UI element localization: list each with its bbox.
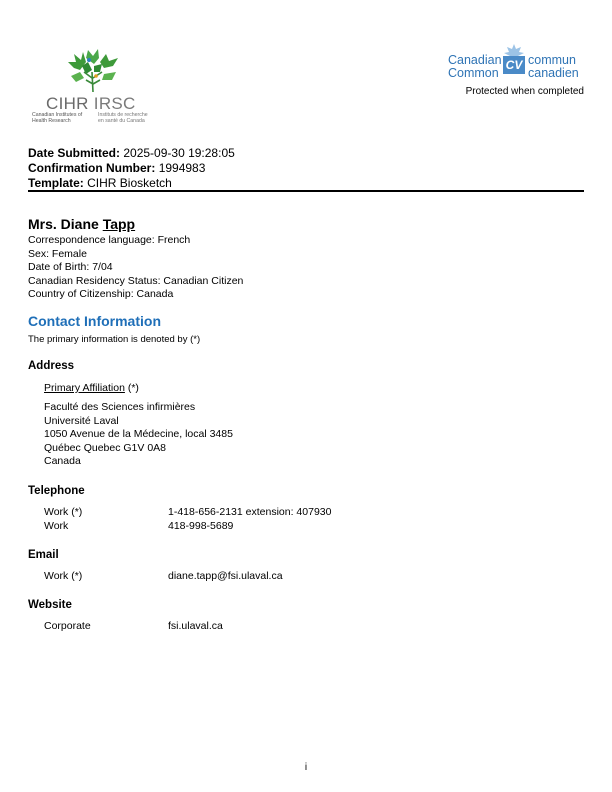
confirmation-row	[28, 161, 235, 176]
address-heading: Address	[28, 360, 75, 372]
address-line: Faculté des Sciences infirmières	[44, 401, 196, 413]
confirmation-label: Confirmation Number:	[28, 161, 156, 175]
cihr-name-fr: Instituts de recherche en santé du Canada	[98, 112, 148, 124]
residency-status: Canadian Residency Status: Canadian Citizen	[28, 274, 244, 287]
website-heading: Website	[28, 599, 72, 611]
address-line: Canada	[44, 455, 81, 467]
sex: Sex: Female	[28, 247, 87, 260]
date-value: 2025-09-30 19:28:05	[123, 146, 235, 160]
confirmation-value: 1994983	[158, 161, 206, 175]
person-title-first: Mrs. Diane	[28, 216, 99, 232]
email-value: diane.tapp@fsi.ulaval.ca	[168, 570, 283, 582]
telephone-value: 418-998-5689	[168, 520, 234, 532]
template-value: CIHR Biosketch	[87, 176, 172, 190]
ccv-canadien: canadien	[528, 66, 579, 80]
template-row	[28, 176, 235, 191]
page-number: i	[304, 762, 308, 773]
primary-marker: (*)	[127, 382, 139, 394]
address-line: Université Laval	[44, 414, 119, 427]
cihr-acronym: CIHR	[46, 94, 89, 113]
citizenship: Country of Citizenship: Canada	[28, 288, 174, 300]
address-line: 1050 Avenue de la Médecine, local 3485	[44, 428, 233, 440]
date-label: Date Submitted:	[28, 146, 121, 160]
date-submitted-row	[28, 146, 235, 161]
ccv-logo	[448, 44, 588, 84]
irsc-acronym: IRSC	[93, 94, 136, 113]
email-type: Work (*)	[44, 570, 83, 582]
contact-info-title: Contact Information	[28, 313, 161, 329]
person-surname: Tapp	[102, 216, 136, 232]
header-divider	[28, 190, 584, 192]
telephone-heading: Telephone	[28, 485, 85, 497]
primary-affiliation-label: Primary Affiliation	[44, 382, 125, 394]
ccv-commun: commun	[528, 53, 576, 67]
telephone-value: 1-418-656-2131 extension: 407930	[168, 506, 332, 518]
cihr-logo	[28, 48, 163, 130]
email-heading: Email	[28, 549, 59, 561]
person-details	[28, 234, 243, 302]
telephone-type: Work (*)	[44, 506, 83, 518]
maple-tree-icon	[66, 48, 122, 94]
primary-affiliation	[44, 382, 139, 396]
telephone-type: Work	[44, 520, 69, 532]
ccv-common: Common	[448, 66, 499, 80]
submission-meta	[28, 146, 235, 191]
website-type: Corporate	[44, 620, 91, 632]
protected-notice: Protected when completed	[465, 86, 584, 97]
primary-note: The primary information is denoted by (*)	[28, 334, 201, 345]
template-label: Template:	[28, 176, 84, 190]
cihr-name-en: Canadian Institutes of Health Research	[32, 112, 83, 124]
cihr-wordmark	[46, 94, 136, 114]
address-block	[44, 401, 233, 469]
website-value: fsi.ulaval.ca	[168, 620, 223, 632]
ccv-badge: CV	[503, 56, 525, 74]
address-line: Québec Quebec G1V 0A8	[44, 441, 166, 454]
correspondence-language: Correspondence language: French	[28, 234, 191, 246]
date-of-birth: Date of Birth: 7/04	[28, 261, 113, 273]
person-name	[28, 216, 135, 232]
ccv-canadian: Canadian	[448, 53, 502, 67]
